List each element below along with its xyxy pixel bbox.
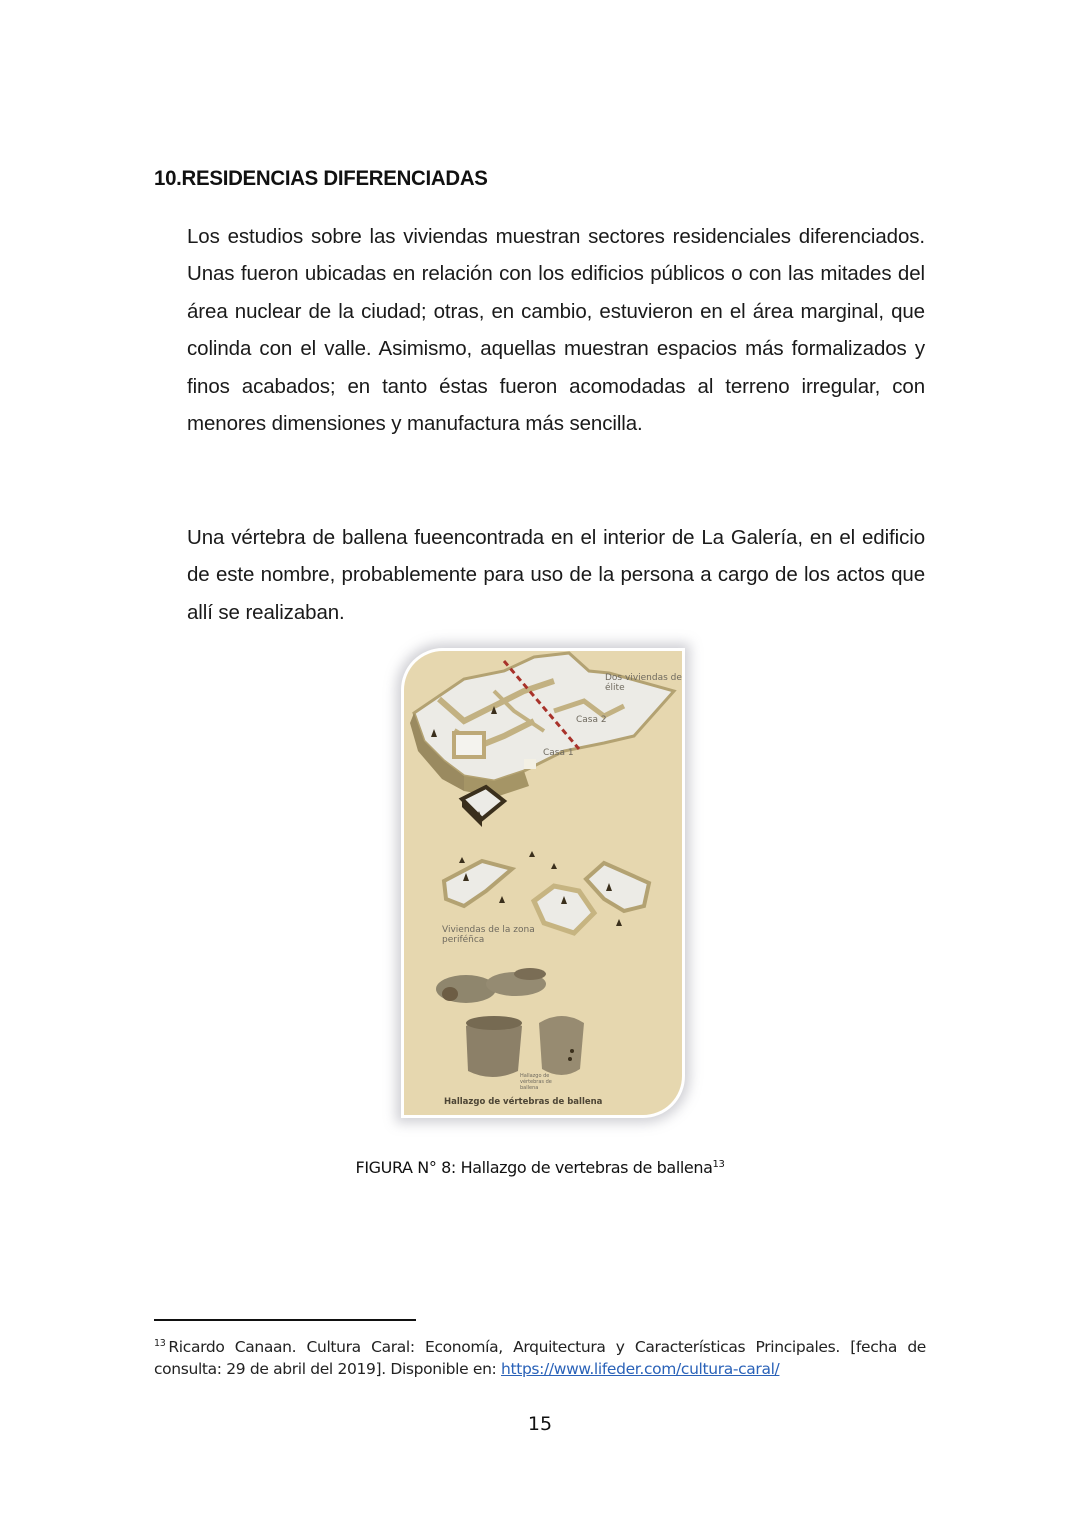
footnote bbox=[154, 1333, 926, 1380]
footnote-separator bbox=[154, 1319, 416, 1321]
footnote-number: 13 bbox=[154, 1338, 166, 1349]
section-title: RESIDENCIAS DIFERENCIADAS bbox=[181, 166, 488, 190]
label-vertebrae-small: Hallazgo de vértebras de ballena bbox=[520, 1073, 552, 1091]
label-periphery-houses: Viviendas de la zona periféñca bbox=[442, 925, 535, 945]
section-heading bbox=[154, 166, 488, 191]
label-elite-houses: Dos viviendas de élite bbox=[605, 673, 682, 693]
figure-caption-text: FIGURA N° 8: Hallazgo de vertebras de ballena bbox=[355, 1158, 713, 1177]
label-casa-2: Casa 2 bbox=[576, 715, 607, 725]
paragraph-residences: Los estudios sobre las viviendas muestran sectores residenciales diferenciados. Unas fueron ubicadas en relación con los edificios públicos o con las mitades del área nuclear de la ciudad; otras, en cambio, estuvieron en el área marginal, que colinda con el valle. Asimismo, aquellas muestran espacios más formalizados y finos acabados; en tanto éstas fueron acomodadas al terreno irregular, con menores dimensiones y manufactura más sencilla. bbox=[187, 224, 925, 436]
figure-inner-caption: Hallazgo de vértebras de ballena bbox=[444, 1097, 603, 1107]
label-casa-1: Casa 1 bbox=[543, 748, 574, 758]
footnote-text: Ricardo Canaan. Cultura Caral: Economía, Arquitectura y Características Principales. [fecha de consulta: 29 de abril del 2019]. Disponible en: bbox=[154, 1338, 926, 1378]
section-number: 10. bbox=[154, 166, 182, 190]
figure-whale-vertebrae bbox=[401, 648, 685, 1118]
footnote-link[interactable]: https://www.lifeder.com/cultura-caral/ bbox=[501, 1360, 780, 1378]
whale-vertebrae-photo bbox=[436, 968, 584, 1077]
figure-illustration bbox=[404, 651, 682, 1115]
paragraph-whale-vertebra: Una vértebra de ballena fueencontrada en el interior de La Galería, en el edificio de este nombre, probablemente para uso de la persona a cargo de los actos que allí se realizaban. bbox=[187, 525, 925, 624]
periphery-houses-drawing bbox=[444, 851, 649, 933]
figure-caption bbox=[0, 1158, 1080, 1177]
page-number: 15 bbox=[527, 1413, 553, 1435]
footnote-reference[interactable]: 13 bbox=[712, 1159, 725, 1170]
